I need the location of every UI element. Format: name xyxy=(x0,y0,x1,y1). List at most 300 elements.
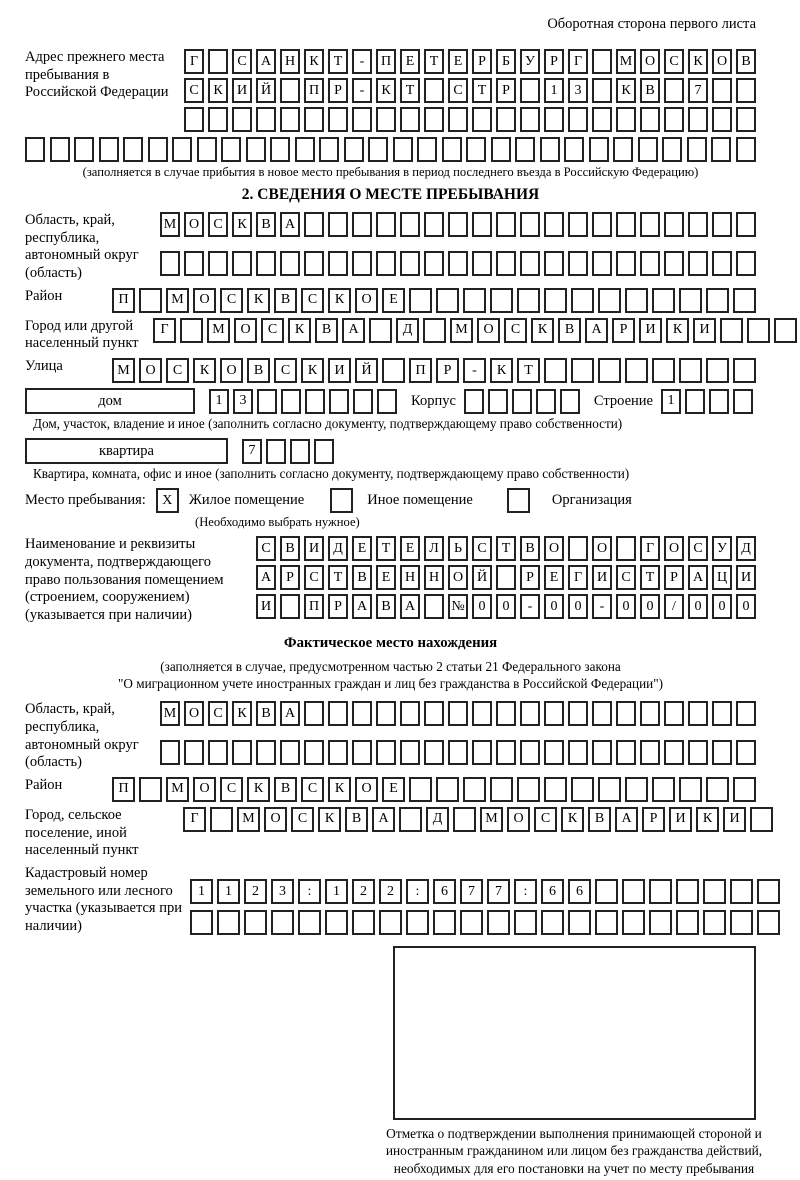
char-cell[interactable]: С xyxy=(232,49,252,74)
char-cell[interactable]: В xyxy=(274,777,297,802)
char-cell[interactable] xyxy=(453,807,476,832)
char-cell[interactable]: Р xyxy=(496,78,516,103)
char-cell[interactable] xyxy=(472,740,492,765)
char-cell[interactable] xyxy=(736,137,756,162)
char-cell[interactable]: Р xyxy=(472,49,492,74)
char-cell[interactable] xyxy=(424,107,444,132)
char-cell[interactable] xyxy=(512,389,532,414)
char-cell[interactable]: С xyxy=(304,565,324,590)
char-cell[interactable] xyxy=(712,701,732,726)
char-cell[interactable]: В xyxy=(376,594,396,619)
char-cell[interactable] xyxy=(352,701,372,726)
char-cell[interactable] xyxy=(409,288,432,313)
char-cell[interactable]: Н xyxy=(280,49,300,74)
char-cell[interactable]: Е xyxy=(448,49,468,74)
char-cell[interactable]: Р xyxy=(520,565,540,590)
char-cell[interactable] xyxy=(448,701,468,726)
char-cell[interactable]: 1 xyxy=(190,879,213,904)
char-cell[interactable] xyxy=(184,251,204,276)
char-cell[interactable] xyxy=(750,807,773,832)
char-cell[interactable]: К xyxy=(376,78,396,103)
char-cell[interactable]: С xyxy=(301,777,324,802)
char-cell[interactable] xyxy=(376,251,396,276)
char-cell[interactable] xyxy=(280,107,300,132)
char-cell[interactable] xyxy=(544,251,564,276)
char-cell[interactable] xyxy=(560,389,580,414)
char-cell[interactable]: Д xyxy=(396,318,419,343)
char-cell[interactable]: К xyxy=(288,318,311,343)
char-cell[interactable] xyxy=(352,107,372,132)
char-cell[interactable]: 2 xyxy=(379,879,402,904)
char-cell[interactable] xyxy=(496,740,516,765)
char-cell[interactable] xyxy=(676,879,699,904)
char-cell[interactable]: О xyxy=(355,777,378,802)
char-cell[interactable] xyxy=(436,288,459,313)
house-type-box[interactable]: дом xyxy=(25,388,195,414)
char-cell[interactable]: А xyxy=(688,565,708,590)
char-cell[interactable]: Н xyxy=(400,565,420,590)
char-cell[interactable] xyxy=(622,910,645,935)
char-cell[interactable]: 7 xyxy=(460,879,483,904)
char-cell[interactable] xyxy=(423,318,446,343)
char-cell[interactable]: С xyxy=(616,565,636,590)
char-cell[interactable] xyxy=(592,49,612,74)
char-cell[interactable] xyxy=(190,910,213,935)
char-cell[interactable] xyxy=(652,777,675,802)
char-cell[interactable]: О xyxy=(712,49,732,74)
char-cell[interactable]: В xyxy=(588,807,611,832)
char-cell[interactable] xyxy=(139,777,162,802)
char-cell[interactable]: 1 xyxy=(325,879,348,904)
char-cell[interactable] xyxy=(592,701,612,726)
char-cell[interactable] xyxy=(184,107,204,132)
char-cell[interactable] xyxy=(160,251,180,276)
char-cell[interactable] xyxy=(464,389,484,414)
char-cell[interactable]: М xyxy=(207,318,230,343)
char-cell[interactable]: 0 xyxy=(496,594,516,619)
char-cell[interactable]: 1 xyxy=(209,389,229,414)
char-cell[interactable]: К xyxy=(696,807,719,832)
checkbox-organization[interactable] xyxy=(507,488,530,513)
char-cell[interactable]: 3 xyxy=(233,389,253,414)
char-cell[interactable]: Е xyxy=(400,49,420,74)
char-cell[interactable]: И xyxy=(639,318,662,343)
char-cell[interactable] xyxy=(649,879,672,904)
char-cell[interactable]: 1 xyxy=(544,78,564,103)
char-cell[interactable]: О xyxy=(234,318,257,343)
char-cell[interactable] xyxy=(616,107,636,132)
char-cell[interactable] xyxy=(463,288,486,313)
char-cell[interactable] xyxy=(148,137,168,162)
char-cell[interactable]: К xyxy=(304,49,324,74)
char-cell[interactable] xyxy=(208,740,228,765)
char-cell[interactable] xyxy=(280,251,300,276)
char-cell[interactable]: В xyxy=(640,78,660,103)
char-cell[interactable] xyxy=(664,740,684,765)
char-cell[interactable]: О xyxy=(355,288,378,313)
char-cell[interactable] xyxy=(664,212,684,237)
char-cell[interactable] xyxy=(472,251,492,276)
char-cell[interactable]: У xyxy=(520,49,540,74)
char-cell[interactable] xyxy=(448,107,468,132)
char-cell[interactable] xyxy=(571,358,594,383)
char-cell[interactable]: П xyxy=(112,288,135,313)
char-cell[interactable] xyxy=(257,389,277,414)
char-cell[interactable]: В xyxy=(247,358,270,383)
char-cell[interactable] xyxy=(399,807,422,832)
char-cell[interactable] xyxy=(400,701,420,726)
char-cell[interactable]: П xyxy=(304,78,324,103)
char-cell[interactable] xyxy=(517,777,540,802)
char-cell[interactable]: А xyxy=(585,318,608,343)
char-cell[interactable]: Г xyxy=(640,536,660,561)
char-cell[interactable]: Т xyxy=(496,536,516,561)
char-cell[interactable] xyxy=(703,879,726,904)
char-cell[interactable] xyxy=(352,740,372,765)
char-cell[interactable] xyxy=(736,107,756,132)
char-cell[interactable] xyxy=(720,318,743,343)
char-cell[interactable] xyxy=(329,389,349,414)
char-cell[interactable] xyxy=(616,536,636,561)
char-cell[interactable]: С xyxy=(208,212,228,237)
char-cell[interactable]: Р xyxy=(544,49,564,74)
char-cell[interactable]: К xyxy=(531,318,554,343)
char-cell[interactable]: Т xyxy=(472,78,492,103)
char-cell[interactable] xyxy=(520,107,540,132)
char-cell[interactable]: Р xyxy=(664,565,684,590)
char-cell[interactable]: Д xyxy=(328,536,348,561)
char-cell[interactable] xyxy=(688,251,708,276)
char-cell[interactable] xyxy=(290,439,310,464)
char-cell[interactable] xyxy=(172,137,192,162)
char-cell[interactable] xyxy=(520,701,540,726)
char-cell[interactable] xyxy=(210,807,233,832)
char-cell[interactable] xyxy=(400,212,420,237)
char-cell[interactable] xyxy=(568,536,588,561)
char-cell[interactable]: В xyxy=(256,212,276,237)
char-cell[interactable]: Й xyxy=(256,78,276,103)
char-cell[interactable] xyxy=(625,288,648,313)
char-cell[interactable]: Т xyxy=(517,358,540,383)
char-cell[interactable]: О xyxy=(507,807,530,832)
char-cell[interactable] xyxy=(544,288,567,313)
char-cell[interactable]: Р xyxy=(612,318,635,343)
char-cell[interactable] xyxy=(706,358,729,383)
char-cell[interactable] xyxy=(568,212,588,237)
char-cell[interactable]: О xyxy=(664,536,684,561)
char-cell[interactable] xyxy=(640,740,660,765)
char-cell[interactable] xyxy=(638,137,658,162)
char-cell[interactable] xyxy=(598,358,621,383)
char-cell[interactable] xyxy=(730,910,753,935)
char-cell[interactable]: Е xyxy=(400,536,420,561)
char-cell[interactable] xyxy=(625,358,648,383)
char-cell[interactable] xyxy=(541,910,564,935)
char-cell[interactable]: И xyxy=(256,594,276,619)
char-cell[interactable]: П xyxy=(304,594,324,619)
char-cell[interactable] xyxy=(304,212,324,237)
char-cell[interactable]: Р xyxy=(328,594,348,619)
char-cell[interactable]: И xyxy=(693,318,716,343)
char-cell[interactable] xyxy=(424,212,444,237)
char-cell[interactable] xyxy=(280,78,300,103)
char-cell[interactable]: И xyxy=(232,78,252,103)
char-cell[interactable]: К xyxy=(328,288,351,313)
char-cell[interactable]: Й xyxy=(472,565,492,590)
char-cell[interactable]: В xyxy=(736,49,756,74)
char-cell[interactable] xyxy=(640,251,660,276)
char-cell[interactable] xyxy=(472,107,492,132)
char-cell[interactable]: Р xyxy=(642,807,665,832)
char-cell[interactable] xyxy=(369,318,392,343)
char-cell[interactable] xyxy=(652,288,675,313)
char-cell[interactable] xyxy=(270,137,290,162)
char-cell[interactable]: А xyxy=(280,212,300,237)
char-cell[interactable] xyxy=(496,701,516,726)
char-cell[interactable] xyxy=(616,701,636,726)
char-cell[interactable] xyxy=(520,740,540,765)
char-cell[interactable] xyxy=(376,740,396,765)
char-cell[interactable] xyxy=(208,49,228,74)
char-cell[interactable]: О xyxy=(184,212,204,237)
char-cell[interactable]: О xyxy=(184,701,204,726)
char-cell[interactable] xyxy=(139,288,162,313)
char-cell[interactable] xyxy=(256,740,276,765)
char-cell[interactable]: Т xyxy=(640,565,660,590)
char-cell[interactable] xyxy=(180,318,203,343)
char-cell[interactable]: О xyxy=(448,565,468,590)
char-cell[interactable] xyxy=(706,777,729,802)
char-cell[interactable]: В xyxy=(274,288,297,313)
char-cell[interactable]: 0 xyxy=(712,594,732,619)
char-cell[interactable] xyxy=(304,701,324,726)
char-cell[interactable] xyxy=(730,879,753,904)
char-cell[interactable] xyxy=(208,251,228,276)
char-cell[interactable] xyxy=(368,137,388,162)
char-cell[interactable] xyxy=(424,594,444,619)
char-cell[interactable] xyxy=(409,777,432,802)
char-cell[interactable] xyxy=(622,879,645,904)
char-cell[interactable] xyxy=(160,740,180,765)
char-cell[interactable] xyxy=(184,740,204,765)
char-cell[interactable] xyxy=(400,251,420,276)
char-cell[interactable] xyxy=(515,137,535,162)
char-cell[interactable]: Д xyxy=(426,807,449,832)
char-cell[interactable] xyxy=(491,137,511,162)
char-cell[interactable]: 6 xyxy=(568,879,591,904)
char-cell[interactable]: О xyxy=(193,288,216,313)
char-cell[interactable] xyxy=(304,740,324,765)
char-cell[interactable]: П xyxy=(112,777,135,802)
char-cell[interactable]: С xyxy=(220,288,243,313)
char-cell[interactable]: Н xyxy=(424,565,444,590)
char-cell[interactable] xyxy=(442,137,462,162)
char-cell[interactable] xyxy=(679,288,702,313)
char-cell[interactable]: : xyxy=(298,879,321,904)
char-cell[interactable] xyxy=(520,251,540,276)
char-cell[interactable] xyxy=(305,389,325,414)
char-cell[interactable]: Й xyxy=(355,358,378,383)
char-cell[interactable] xyxy=(598,288,621,313)
char-cell[interactable] xyxy=(544,777,567,802)
char-cell[interactable]: И xyxy=(592,565,612,590)
char-cell[interactable]: О xyxy=(193,777,216,802)
char-cell[interactable]: В xyxy=(256,701,276,726)
char-cell[interactable]: - xyxy=(352,49,372,74)
char-cell[interactable] xyxy=(520,78,540,103)
char-cell[interactable] xyxy=(688,740,708,765)
char-cell[interactable]: А xyxy=(256,49,276,74)
char-cell[interactable]: С xyxy=(448,78,468,103)
char-cell[interactable] xyxy=(448,212,468,237)
char-cell[interactable] xyxy=(613,137,633,162)
char-cell[interactable] xyxy=(232,740,252,765)
char-cell[interactable] xyxy=(736,740,756,765)
char-cell[interactable]: К xyxy=(561,807,584,832)
char-cell[interactable]: Л xyxy=(424,536,444,561)
char-cell[interactable] xyxy=(217,910,240,935)
char-cell[interactable]: Р xyxy=(436,358,459,383)
char-cell[interactable]: 0 xyxy=(568,594,588,619)
char-cell[interactable]: У xyxy=(712,536,732,561)
char-cell[interactable] xyxy=(417,137,437,162)
char-cell[interactable] xyxy=(352,251,372,276)
char-cell[interactable] xyxy=(540,137,560,162)
char-cell[interactable] xyxy=(256,251,276,276)
char-cell[interactable]: С xyxy=(184,78,204,103)
char-cell[interactable] xyxy=(280,740,300,765)
char-cell[interactable]: О xyxy=(477,318,500,343)
char-cell[interactable] xyxy=(424,251,444,276)
char-cell[interactable]: В xyxy=(520,536,540,561)
char-cell[interactable]: А xyxy=(615,807,638,832)
char-cell[interactable]: К xyxy=(688,49,708,74)
char-cell[interactable]: 0 xyxy=(688,594,708,619)
char-cell[interactable]: П xyxy=(409,358,432,383)
char-cell[interactable]: 2 xyxy=(352,879,375,904)
char-cell[interactable]: Т xyxy=(424,49,444,74)
char-cell[interactable]: К xyxy=(666,318,689,343)
char-cell[interactable]: Г xyxy=(153,318,176,343)
char-cell[interactable] xyxy=(649,910,672,935)
char-cell[interactable] xyxy=(736,78,756,103)
char-cell[interactable] xyxy=(733,777,756,802)
char-cell[interactable]: К xyxy=(301,358,324,383)
char-cell[interactable]: К xyxy=(232,212,252,237)
char-cell[interactable]: К xyxy=(490,358,513,383)
char-cell[interactable]: 0 xyxy=(472,594,492,619)
char-cell[interactable]: С xyxy=(664,49,684,74)
char-cell[interactable] xyxy=(568,740,588,765)
char-cell[interactable] xyxy=(25,137,45,162)
char-cell[interactable]: С xyxy=(472,536,492,561)
char-cell[interactable] xyxy=(706,288,729,313)
char-cell[interactable] xyxy=(436,777,459,802)
char-cell[interactable] xyxy=(712,212,732,237)
char-cell[interactable]: А xyxy=(280,701,300,726)
char-cell[interactable]: С xyxy=(504,318,527,343)
char-cell[interactable] xyxy=(711,137,731,162)
char-cell[interactable]: Е xyxy=(544,565,564,590)
char-cell[interactable] xyxy=(325,910,348,935)
char-cell[interactable] xyxy=(757,910,780,935)
char-cell[interactable]: Т xyxy=(400,78,420,103)
char-cell[interactable] xyxy=(589,137,609,162)
char-cell[interactable] xyxy=(376,212,396,237)
char-cell[interactable]: 6 xyxy=(541,879,564,904)
char-cell[interactable] xyxy=(496,565,516,590)
char-cell[interactable]: 1 xyxy=(217,879,240,904)
char-cell[interactable] xyxy=(733,358,756,383)
char-cell[interactable] xyxy=(328,251,348,276)
char-cell[interactable] xyxy=(709,389,729,414)
char-cell[interactable] xyxy=(400,740,420,765)
char-cell[interactable] xyxy=(50,137,70,162)
char-cell[interactable]: Р xyxy=(328,78,348,103)
char-cell[interactable] xyxy=(595,910,618,935)
char-cell[interactable] xyxy=(736,701,756,726)
char-cell[interactable] xyxy=(400,107,420,132)
char-cell[interactable] xyxy=(466,137,486,162)
char-cell[interactable]: С xyxy=(688,536,708,561)
char-cell[interactable]: Г xyxy=(183,807,206,832)
char-cell[interactable] xyxy=(208,107,228,132)
char-cell[interactable] xyxy=(544,212,564,237)
char-cell[interactable] xyxy=(382,358,405,383)
char-cell[interactable]: М xyxy=(450,318,473,343)
char-cell[interactable]: В xyxy=(352,565,372,590)
char-cell[interactable] xyxy=(488,389,508,414)
char-cell[interactable] xyxy=(463,777,486,802)
char-cell[interactable] xyxy=(496,212,516,237)
char-cell[interactable] xyxy=(517,288,540,313)
char-cell[interactable] xyxy=(616,251,636,276)
char-cell[interactable] xyxy=(271,910,294,935)
char-cell[interactable] xyxy=(616,212,636,237)
char-cell[interactable] xyxy=(640,212,660,237)
char-cell[interactable]: С xyxy=(220,777,243,802)
char-cell[interactable]: С xyxy=(274,358,297,383)
char-cell[interactable] xyxy=(571,288,594,313)
char-cell[interactable] xyxy=(652,358,675,383)
char-cell[interactable] xyxy=(679,777,702,802)
char-cell[interactable] xyxy=(490,288,513,313)
char-cell[interactable] xyxy=(664,78,684,103)
char-cell[interactable]: М xyxy=(616,49,636,74)
char-cell[interactable] xyxy=(298,910,321,935)
char-cell[interactable] xyxy=(376,701,396,726)
char-cell[interactable]: 0 xyxy=(544,594,564,619)
char-cell[interactable]: К xyxy=(247,288,270,313)
char-cell[interactable]: 3 xyxy=(271,879,294,904)
char-cell[interactable] xyxy=(424,78,444,103)
char-cell[interactable] xyxy=(472,701,492,726)
char-cell[interactable] xyxy=(733,288,756,313)
char-cell[interactable] xyxy=(736,212,756,237)
char-cell[interactable] xyxy=(197,137,217,162)
char-cell[interactable] xyxy=(221,137,241,162)
char-cell[interactable] xyxy=(592,251,612,276)
char-cell[interactable] xyxy=(433,910,456,935)
char-cell[interactable]: Т xyxy=(328,49,348,74)
char-cell[interactable] xyxy=(595,879,618,904)
char-cell[interactable] xyxy=(304,251,324,276)
char-cell[interactable] xyxy=(592,212,612,237)
char-cell[interactable] xyxy=(640,701,660,726)
char-cell[interactable]: Д xyxy=(736,536,756,561)
char-cell[interactable] xyxy=(640,107,660,132)
char-cell[interactable]: М xyxy=(160,701,180,726)
